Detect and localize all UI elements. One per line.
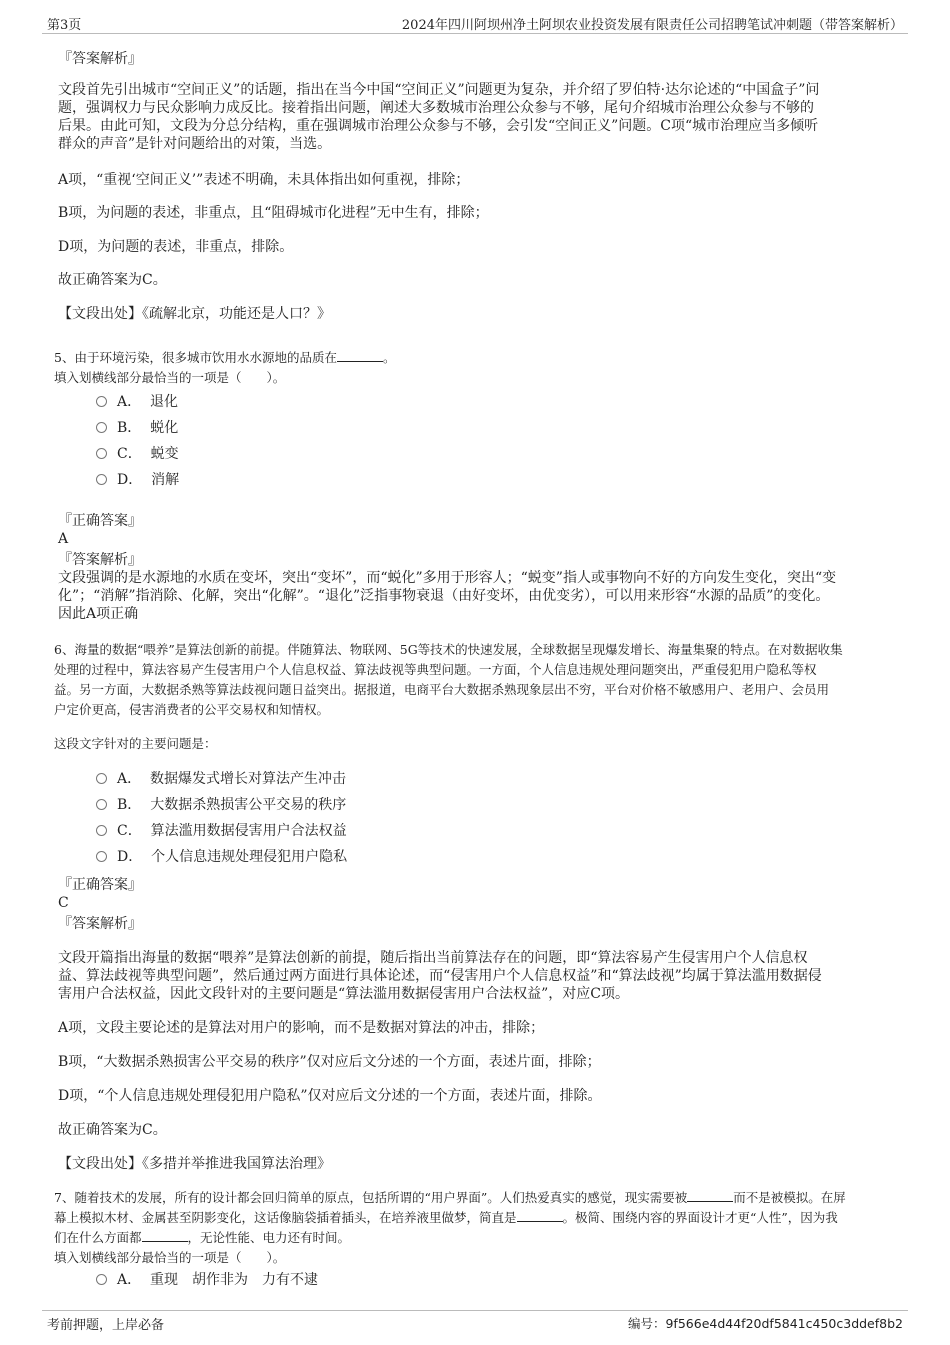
q7-option-a[interactable]: A． 重现 胡作非为 力有不逮 bbox=[96, 1270, 318, 1290]
page-number: 第3页 bbox=[47, 18, 82, 33]
q6-question: 这段文字针对的主要问题是： bbox=[54, 736, 217, 751]
q6-option-a[interactable]: A． 数据爆发式增长对算法产生冲击 bbox=[96, 769, 346, 789]
q5-option-c[interactable]: C． 蜕变 bbox=[96, 444, 179, 464]
document-title: 2024年四川阿坝州净土阿坝农业投资发展有限责任公司招聘笔试冲刺题（带答案解析） bbox=[401, 18, 903, 33]
q4-conclusion: 故正确答案为C。 bbox=[58, 272, 167, 288]
footer-document-id: 编号：9f566e4d44f20df5841c450c3ddef8b2 bbox=[627, 1316, 903, 1331]
radio-button[interactable] bbox=[96, 422, 107, 433]
radio-button[interactable] bbox=[96, 474, 107, 485]
q6-option-c[interactable]: C． 算法滥用数据侵害用户合法权益 bbox=[96, 821, 347, 841]
q6-stem-line: 6、海量的数据“喂养”是算法创新的前提。伴随算法、物联网、5G等技术的快速发展，全球数据呈现爆发增长、海量集聚的特点。在对数据收集 bbox=[54, 642, 843, 657]
footer-slogan: 考前押题，上岸必备 bbox=[47, 1318, 165, 1333]
q6-analysis-line: 害用户合法权益，因此文段针对的主要问题是“算法滥用数据侵害用户合法权益”，对应C项。 bbox=[58, 986, 630, 1002]
q5-option-a[interactable]: A． 退化 bbox=[96, 392, 178, 412]
q6-option-b[interactable]: B． 大数据杀熟损害公平交易的秩序 bbox=[96, 795, 346, 815]
radio-button[interactable] bbox=[96, 825, 107, 836]
q4-analysis-label: 『答案解析』 bbox=[58, 51, 142, 67]
q5-option-b[interactable]: B． 蜕化 bbox=[96, 418, 178, 438]
q7-instruction: 填入划横线部分最恰当的一项是（ ）。 bbox=[54, 1250, 286, 1265]
radio-button[interactable] bbox=[96, 799, 107, 810]
q4-option-a-note: A项，“重视‘空间正义’”表述不明确，未具体指出如何重视，排除； bbox=[58, 172, 470, 188]
radio-button[interactable] bbox=[96, 448, 107, 459]
q4-analysis-paragraph bbox=[58, 81, 898, 153]
q6-option-d[interactable]: D． 个人信息违规处理侵犯用户隐私 bbox=[96, 847, 347, 867]
radio-button[interactable] bbox=[96, 396, 107, 407]
q6-answer-label: 『正确答案』 bbox=[58, 877, 142, 893]
q5-answer-label: 『正确答案』 bbox=[58, 513, 142, 529]
q6-stem-line: 益。另一方面，大数据杀熟等算法歧视问题日益突出。据报道，电商平台大数据杀熟现象层出不穷，平台对价格不敏感用户、老用户、会员用 bbox=[54, 682, 830, 697]
q5-option-d[interactable]: D． 消解 bbox=[96, 470, 179, 490]
q5-answer: A bbox=[58, 531, 69, 547]
q4-analysis-line: 群众的声音”是针对问题给出的对策，当选。 bbox=[58, 136, 332, 152]
fill-blank bbox=[337, 349, 383, 362]
q5-analysis bbox=[58, 569, 898, 623]
q6-option-b-note: B项，“大数据杀熟损害公平交易的秩序”仅对应后文分述的一个方面，表述片面，排除； bbox=[58, 1054, 601, 1070]
q6-option-a-note: A项，文段主要论述的是算法对用户的影响，而不是数据对算法的冲击，排除； bbox=[58, 1020, 545, 1036]
q6-stem-line: 户定价更高，侵害消费者的公平交易权和知情权。 bbox=[54, 702, 330, 717]
radio-button[interactable] bbox=[96, 1274, 107, 1285]
q5-stem: 5、由于环境污染，很多城市饮用水水源地的品质在 。 bbox=[54, 350, 396, 365]
q6-source: 【文段出处】《多措并举推进我国算法治理》 bbox=[58, 1156, 331, 1172]
q5-analysis-line: 文段强调的是水源地的水质在变坏，突出“变坏”，而“蜕化”多用于形容人；“蜕变”指人或事物向不好的方向发生变化，突出“变 bbox=[58, 570, 837, 586]
q5-analysis-label: 『答案解析』 bbox=[58, 552, 142, 568]
q6-answer: C bbox=[58, 895, 69, 911]
header-divider bbox=[42, 33, 908, 34]
q6-conclusion: 故正确答案为C。 bbox=[58, 1122, 167, 1138]
q6-analysis-line: 益、算法歧视等典型问题”，然后通过两方面进行具体论述，而“侵害用户个人信息权益”和“算法歧视”均属于算法滥用数据侵 bbox=[58, 968, 822, 984]
q6-stem-line: 处理的过程中，算法容易产生侵害用户个人信息权益、算法歧视等典型问题。一方面，个人信息违规处理问题突出，严重侵犯用户隐私等权 bbox=[54, 662, 817, 677]
fill-blank bbox=[517, 1209, 563, 1222]
q7-stem-line: 7、随着技术的发展，所有的设计都会回归简单的原点，包括所谓的“用户界面”。人们热爱真实的感觉，现实需要被 而不是被模拟。在屏 bbox=[54, 1190, 846, 1205]
radio-button[interactable] bbox=[96, 851, 107, 862]
q6-analysis-line: 文段开篇指出海量的数据“喂养”是算法创新的前提，随后指出当前算法存在的问题，即“算法容易产生侵害用户个人信息权 bbox=[58, 950, 808, 966]
q6-analysis-label: 『答案解析』 bbox=[58, 916, 142, 932]
q4-analysis-line: 后果。由此可知，文段为分总分结构，重在强调城市治理公众参与不够，会引发“空间正义”问题。C项“城市治理应当多倾听 bbox=[58, 118, 819, 134]
q7-stem bbox=[54, 1188, 904, 1268]
q5-instruction: 填入划横线部分最恰当的一项是（ ）。 bbox=[54, 370, 286, 385]
q4-analysis-line: 文段首先引出城市“空间正义”的话题，指出在当今中国“空间正义”问题更为复杂，并介绍了罗伯特·达尔论述的“中国盒子”问 bbox=[58, 82, 820, 98]
q5-analysis-line: 因此A项正确 bbox=[58, 606, 139, 622]
q6-option-d-note: D项，“个人信息违规处理侵犯用户隐私”仅对应后文分述的一个方面，表述片面，排除。 bbox=[58, 1088, 602, 1104]
fill-blank bbox=[687, 1189, 733, 1202]
footer-divider bbox=[42, 1310, 908, 1311]
q4-option-b-note: B项，为问题的表述，非重点，且“阻碍城市化进程”无中生有，排除； bbox=[58, 205, 489, 221]
fill-blank bbox=[142, 1229, 188, 1242]
q7-stem-line: 们在什么方面都 ，无论性能、电力还有时间。 bbox=[54, 1230, 351, 1245]
q7-stem-line: 幕上模拟木材、金属甚至阴影变化，这话像脑袋插着插头，在培养液里做梦，简直是 。极简、围绕内容的界面设计才更“人性”，因为我 bbox=[54, 1210, 838, 1225]
radio-button[interactable] bbox=[96, 773, 107, 784]
q5-analysis-line: 化”；“消解”指消除、化解，突出“化解”。“退化”泛指事物衰退（由好变坏，由优变劣），可以用来形容“水源的品质”的变化。 bbox=[58, 588, 830, 604]
q6-analysis bbox=[58, 949, 898, 1003]
q6-stem bbox=[54, 640, 904, 720]
q4-option-d-note: D项，为问题的表述，非重点，排除。 bbox=[58, 239, 294, 255]
q4-analysis-line: 题，强调权力与民众影响力成反比。接着指出问题，阐述大多数城市治理公众参与不够，尾句介绍城市治理公众参与不够的 bbox=[58, 100, 814, 116]
q4-source: 【文段出处】《疏解北京，功能还是人口？》 bbox=[58, 306, 331, 322]
